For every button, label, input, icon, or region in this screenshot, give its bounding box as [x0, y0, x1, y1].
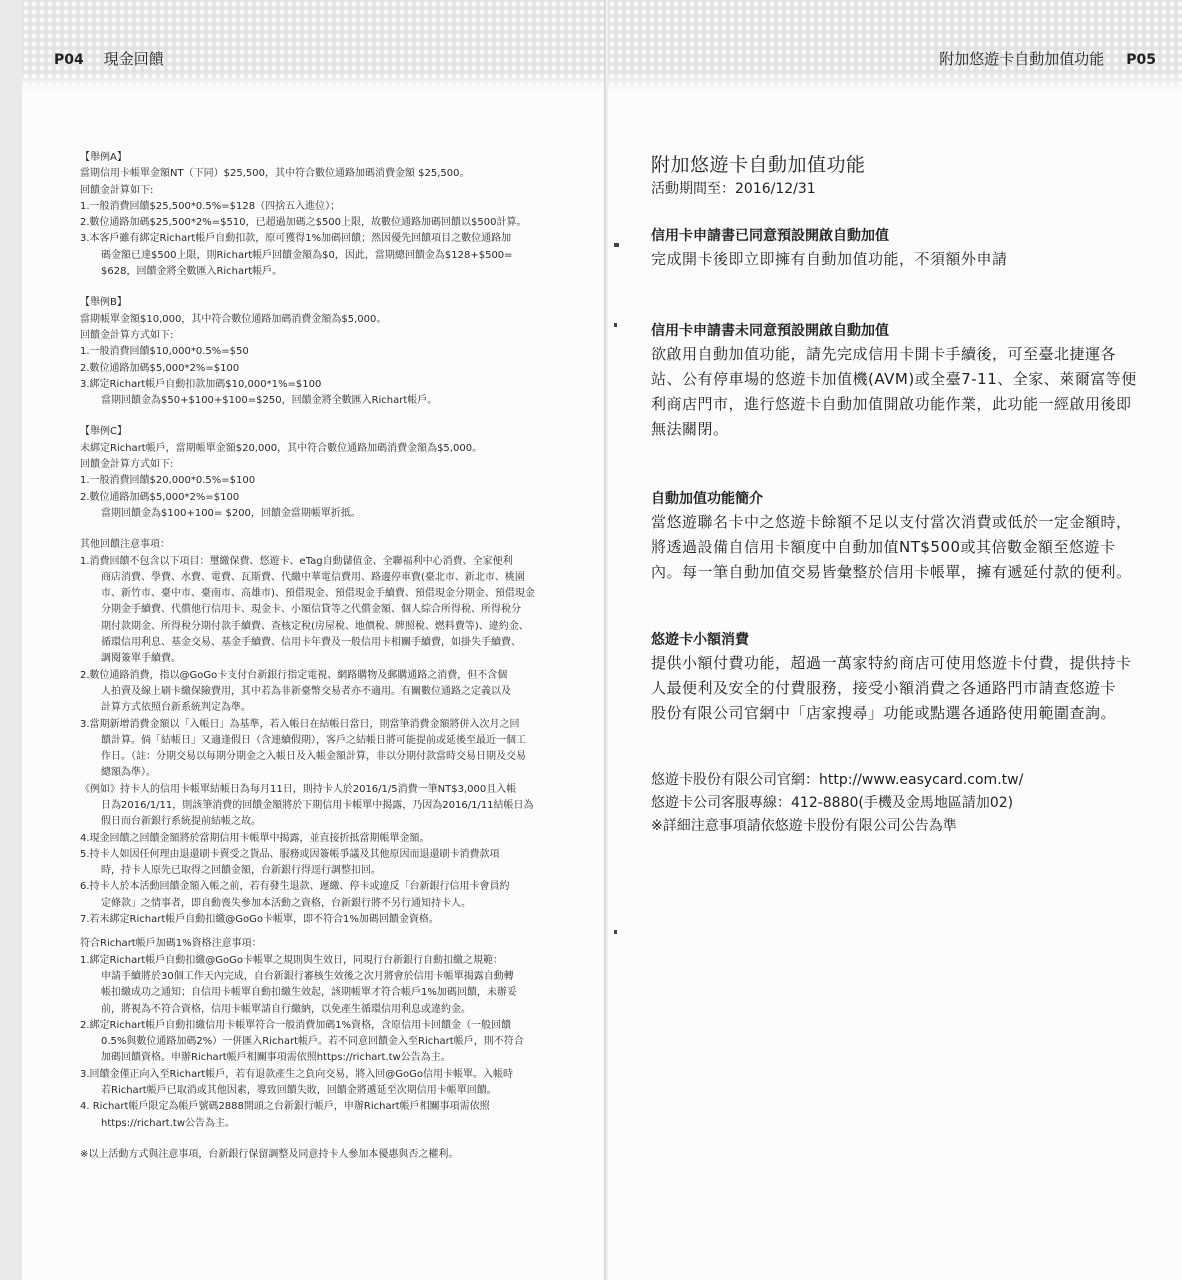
- page-number: P04: [54, 52, 84, 68]
- disclaimer: ※以上活動方式與注意事項，台新銀行保留調整及同意持卡人參加本優惠與否之權利。: [80, 1148, 459, 1160]
- text-line: 當期回饋金為$50+$100+$100=$250，回饋金將全數匯入Richart帳戶。: [101, 395, 438, 407]
- section-body: 利商店門市，進行悠遊卡自動加值開啟功能作業，此功能一經啟用後即: [651, 395, 1132, 413]
- text-line: 總額為準）。: [101, 767, 156, 779]
- text-line: 回饋金計算方式如下:: [80, 329, 174, 341]
- section-body: 股份有限公司官網中「店家搜尋」功能或點選各通路使用範圍查詢。: [651, 704, 1117, 722]
- text-line: 期付款期金、所得稅分期付款手續費、查核定稅(房屋稅、地價稅、牌照稅、燃料費等)、違約金、: [101, 620, 529, 632]
- page-header-right: [939, 48, 1156, 69]
- text-line: 商店消費、學費、水費、電費、瓦斯費、代繳中華電信費用、路邊停車費(臺北市、新北市、桃園: [101, 571, 525, 583]
- example-c-heading: 【舉例C】: [80, 426, 127, 438]
- text-line: 1.一般消費回饋$20,000*0.5%=$100: [80, 475, 256, 487]
- section-body: 提供小額付費功能，超過一萬家特約商店可使用悠遊卡付費，提供持卡: [651, 654, 1132, 672]
- text-line: 2.數位通路消費，指以@GoGo卡支付台新銀行指定電視、網路購物及郵購通路之消費，但不含個: [80, 669, 508, 681]
- text-line: 申請手續將於30個工作天內完成，自台新銀行審核生效後之次月將會於信用卡帳單揭露自動轉: [101, 970, 514, 982]
- text-line: 饋計算。倘「結帳日」又適逢假日（含連續假期），客戶之結帳日將可能提前或延後至最近一個工: [101, 734, 526, 746]
- text-line: 2.數位通路加碼$25,500*2%=$510，已超過加碼之$500上限，故數位通路加碼回饋以$500計算。: [80, 217, 527, 229]
- section-body: 無法關閉。: [651, 420, 729, 438]
- text-line: 作日。（註：分期交易以每期分期金之入帳日及入帳金額計算，非以分期付款當時交易日期及交易: [101, 751, 526, 763]
- text-line: 當期帳單金額$10,000，其中符合數位通路加碼消費金額為$5,000。: [80, 313, 387, 325]
- section-heading: 信用卡申請書未同意預設開啟自動加值: [651, 323, 889, 339]
- text-line: 4. Richart帳戶限定為帳戶號碼2888開頭之台新銀行帳戶，申辦Richart帳戶相關事項需依照: [80, 1101, 490, 1113]
- text-line: 計算方式依照台新系統判定為準。: [101, 702, 251, 714]
- text-line: 時，持卡人原先已取得之回饋金額，台新銀行得逕行調整扣回。: [101, 865, 381, 877]
- section-title: 現金回饋: [103, 50, 164, 68]
- text-line: 若Richart帳戶已取消或其他因素，導致回饋失敗，回饋金將遞延至次期信用卡帳單回饋。: [101, 1085, 497, 1097]
- text-line: https://richart.tw公告為主。: [101, 1117, 236, 1129]
- section-body: 人最便利及安全的付費服務，接受小額消費之各通路門市請查悠遊卡: [651, 679, 1117, 697]
- text-line: 市、新竹市、臺中市、臺南市、高雄市)、預借現金、預借現金手續費、預借現金分期金、預借現金: [101, 588, 535, 600]
- section-heading: 自動加值功能簡介: [651, 491, 763, 507]
- section-body: 內。每一筆自動加值交易皆彙整於信用卡帳單，擁有遞延付款的便利。: [651, 563, 1132, 581]
- text-line: 5.持卡人如因任何理由退還刷卡賣受之貨品、服務或因簽帳爭議及其他原因而退還刷卡消費款項: [80, 848, 500, 860]
- section-body: 將透過設備自信用卡額度中自動加值NT$500或其倍數金額至悠遊卡: [651, 538, 1116, 556]
- notice-line: ※詳細注意事項請依悠遊卡股份有限公司公告為準: [651, 818, 957, 834]
- text-line: 1.一般消費回饋$10,000*0.5%=$50: [80, 346, 249, 358]
- text-line: 2.數位通路加碼$5,000*2%=$100: [80, 362, 240, 374]
- text-line: 日為2016/1/11，則該筆消費的回饋金額將於下期信用卡帳單中揭露，乃因為2016/1/11結帳日為: [101, 799, 534, 811]
- text-line: 7.若未綁定Richart帳戶自動扣繳@GoGo卡帳單，即不符合1%加碼回饋金資格。: [80, 914, 439, 926]
- text-line: 1.消費回饋不包含以下項目：璽繳保費、悠遊卡、eTag自動儲值金、全聯福利中心消費、全家便利: [80, 555, 513, 567]
- page-left: [22, 0, 606, 1280]
- other-notes-heading: 其他回饋注意事項：: [80, 539, 170, 551]
- example-b-heading: 【舉例B】: [80, 297, 127, 309]
- text-line: 未綁定Richart帳戶，當期帳單金額$20,000，其中符合數位通路加碼消費金額為$5,000。: [80, 442, 483, 454]
- section-heading: 悠遊卡小額消費: [651, 632, 749, 648]
- text-line: 3.本客戶雖有綁定Richart帳戶自動扣款，原可獲得1%加碼回饋；然因優先回饋項目之數位通路加: [80, 233, 512, 245]
- activity-period: 活動期間至：2016/12/31: [651, 181, 816, 197]
- example-a-heading: 【舉例A】: [80, 152, 127, 163]
- text-line: 當期信用卡帳單金額NT（下同）$25,500，其中符合數位通路加碼消費金額 $25,500。: [80, 168, 470, 180]
- text-line: 3.綁定Richart帳戶自動扣款加碼$10,000*1%=$100: [80, 378, 322, 390]
- terms-text: [80, 150, 580, 1163]
- section-body: 欲啟用自動加值功能，請先完成信用卡開卡手續後，可至臺北捷運各: [651, 345, 1117, 363]
- text-line: 假日而台新銀行系統提前結帳之故。: [101, 816, 261, 828]
- text-line: 0.5%與數位通路加碼2%）一併匯入Richart帳戶。若不同意回饋金入至Richart帳戶，則不符合: [101, 1036, 524, 1048]
- text-line: 《例如》持卡人的信用卡帳單結帳日為每月11日，則持卡人於2016/1/5消費一筆NT$3,000且入帳: [80, 783, 517, 795]
- richart-notes-heading: 符合Richart帳戶加碼1%資格注意事項：: [80, 938, 262, 950]
- text-line: 6.持卡人於本活動回饋金額入帳之前，若有發生退款、遲繳、停卡或違反「台新銀行信用卡會員約: [80, 881, 510, 893]
- text-line: 2.數位通路加碼$5,000*2%=$100: [80, 491, 240, 503]
- text-line: 3.當期新增消費金額以「入帳日」為基準，若入帳日在結帳日當日，則當筆消費金額將併入次月之回: [80, 718, 520, 730]
- text-line: 定條款」之情事者，即自動喪失參加本活動之資格，台新銀行將不另行通知持卡人。: [101, 897, 471, 909]
- text-line: 2.綁定Richart帳戶自動扣繳信用卡帳單符合一般消費加碼1%資格，含原信用卡回饋金（一般回饋: [80, 1019, 512, 1031]
- text-line: 回饋金計算如下:: [80, 184, 154, 196]
- section-body: 當悠遊聯名卡中之悠遊卡餘額不足以支付當次消費或低於一定金額時，: [651, 513, 1132, 531]
- section-body: 完成開卡後即立即擁有自動加值功能，不須額外申請: [651, 250, 1008, 268]
- text-line: 調閱簽單手續費。: [101, 653, 181, 665]
- text-line: 加碼回饋資格。申辦Richart帳戶相關事項需依照https://richart.tw公告為主。: [101, 1052, 451, 1064]
- section-body: 站、公有停車場的悠遊卡加值機(AVM)或全臺7-11、全家、萊爾富等便: [651, 370, 1137, 388]
- hotline-line: 悠遊卡公司客服專線：412-8880(手機及金馬地區請加02): [651, 795, 1014, 811]
- text-line: 前，將視為不符合資格，信用卡帳單請自行繳納，以免產生循環信用利息或違約金。: [101, 1003, 471, 1015]
- text-line: 回饋金計算方式如下:: [80, 459, 174, 471]
- text-line: $628，回饋金將全數匯入Richart帳戶。: [101, 266, 283, 278]
- text-line: 循環信用利息、基金交易、基金手續費、信用卡年費及一般信用卡相關手續費，如掛失手續費、: [101, 637, 521, 649]
- text-line: 4.現金回饋之回饋金額將於當期信用卡帳單中揭露，並直接折抵當期帳單金額。: [80, 832, 430, 844]
- autoload-content: [651, 152, 1161, 838]
- main-title: 附加悠遊卡自動加值功能: [651, 154, 866, 176]
- text-line: 3.回饋金僅正向入至Richart帳戶，若有退款產生之負向交易，將入回@GoGo信用卡帳單。入帳時: [80, 1068, 513, 1080]
- text-line: 1.一般消費回饋$25,500*0.5%=$128（四捨五入進位）；: [80, 200, 341, 212]
- text-line: 1.綁定Richart帳戶自動扣繳@GoGo卡帳單之規則與生效日，同現行台新銀行自動扣繳之規範：: [80, 954, 503, 966]
- text-line: 碼金額已達$500上限，則Richart帳戶回饋金額為$0，因此，當期總回饋金為$128+$500=: [101, 249, 513, 261]
- text-line: 帳扣繳成功之通知；自信用卡帳單自動扣繳生效起，該期帳單才符合帳戶1%加碼回饋，未辦妥: [101, 987, 517, 999]
- page-right: [608, 0, 1182, 1280]
- text-line: 分期金手續費、代償他行信用卡、現金卡、小額信貸等之代償金額、個人綜合所得稅、所得稅分: [101, 604, 521, 616]
- section-title: 附加悠遊卡自動加值功能: [939, 50, 1105, 68]
- page-header-left: [54, 48, 164, 69]
- section-heading: 信用卡申請書已同意預設開啟自動加值: [651, 228, 889, 244]
- page-number: P05: [1126, 52, 1156, 68]
- text-line: 當期回饋金為$100+100= $200，回饋金當期帳單折抵。: [101, 507, 361, 519]
- website-line: 悠遊卡股份有限公司官網：http://www.easycard.com.tw/: [651, 772, 1024, 788]
- text-line: 人拍賣及線上刷卡繳保險費用，其中若為非新臺幣交易者亦不適用。有關數位通路之定義以及: [101, 685, 511, 697]
